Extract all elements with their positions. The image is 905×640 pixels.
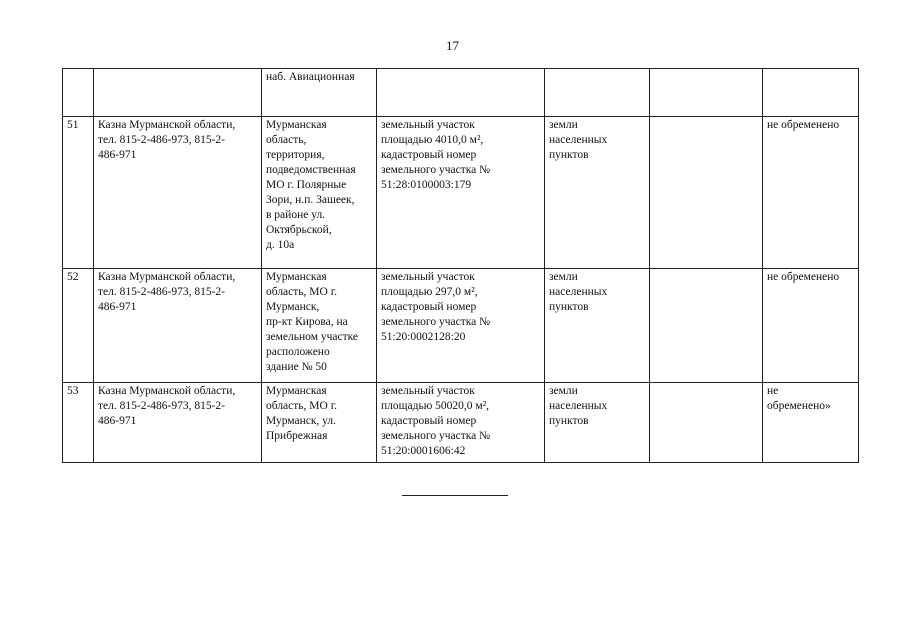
owner-line: Казна Мурманской области, [98, 385, 236, 397]
cell-encumbrance [763, 383, 859, 463]
encumbrance-line: обременено» [767, 400, 831, 412]
owner-line: Казна Мурманской области, [98, 271, 236, 283]
encumbrance-line: не обременено [767, 119, 840, 131]
owner-line: 486-971 [98, 415, 137, 427]
cell-description [377, 269, 545, 383]
address-line: пр-кт Кирова, на [266, 316, 348, 328]
cell-encumbrance [763, 117, 859, 269]
row-number: 52 [67, 271, 79, 283]
cell-address [262, 269, 377, 383]
cell-category [545, 69, 650, 117]
description-line: земельного участка № [381, 316, 491, 328]
category-line: пунктов [549, 415, 589, 427]
row-number: 53 [67, 385, 79, 397]
address-line: Мурманск, ул. [266, 415, 337, 427]
address-line: Октябрьской, [266, 224, 332, 236]
address-line: область, [266, 134, 307, 146]
cell-description [377, 69, 545, 117]
description-line: 51:20:0002128:20 [381, 331, 466, 343]
cell-encumbrance [763, 69, 859, 117]
description-line: площадью 50020,0 м², [381, 400, 490, 412]
cell-num [63, 69, 94, 117]
cell-owner [94, 69, 262, 117]
cell-address [262, 69, 377, 117]
cell-address [262, 383, 377, 463]
cell-owner [94, 117, 262, 269]
category-line: населенных [549, 286, 608, 298]
address-line: территория, [266, 149, 325, 161]
description-line: кадастровый номер [381, 415, 477, 427]
table-row-continuation [63, 69, 859, 117]
cell-description [377, 383, 545, 463]
cell-owner [94, 383, 262, 463]
cell-num [63, 269, 94, 383]
cell-extra [650, 69, 763, 117]
row-number: 51 [67, 119, 79, 131]
page-number: 17 [446, 38, 459, 53]
description-line: земельный участок [381, 385, 475, 397]
address-line: область, МО г. [266, 400, 337, 412]
address-line: здание № 50 [266, 361, 327, 373]
cell-encumbrance [763, 269, 859, 383]
category-line: земли [549, 385, 578, 397]
description-line: кадастровый номер [381, 149, 477, 161]
address-line: Мурманская [266, 119, 327, 131]
description-line: площадью 4010,0 м², [381, 134, 484, 146]
cell-owner [94, 269, 262, 383]
cell-description [377, 117, 545, 269]
cell-address [262, 117, 377, 269]
description-line: 51:20:0001606:42 [381, 445, 466, 457]
category-line: пунктов [549, 301, 589, 313]
owner-line: 486-971 [98, 301, 137, 313]
cell-extra [650, 117, 763, 269]
address-text: наб. Авиационная [266, 71, 355, 83]
owner-line: Казна Мурманской области, [98, 119, 236, 131]
owner-line: тел. 815-2-486-973, 815-2- [98, 286, 226, 298]
cell-extra [650, 269, 763, 383]
encumbrance-line: не обременено [767, 271, 840, 283]
owner-line: 486-971 [98, 149, 137, 161]
cell-category [545, 117, 650, 269]
table-row [63, 383, 859, 463]
address-line: МО г. Полярные [266, 179, 347, 191]
address-line: Прибрежная [266, 430, 328, 442]
cell-extra [650, 383, 763, 463]
encumbrance-line: не [767, 385, 779, 397]
address-line: в районе ул. [266, 209, 326, 221]
cell-num [63, 117, 94, 269]
closing-rule [402, 495, 508, 496]
cell-category [545, 383, 650, 463]
description-line: земельный участок [381, 271, 475, 283]
owner-line: тел. 815-2-486-973, 815-2- [98, 134, 226, 146]
description-line: кадастровый номер [381, 301, 477, 313]
description-line: земельный участок [381, 119, 475, 131]
category-line: пунктов [549, 149, 589, 161]
owner-line: тел. 815-2-486-973, 815-2- [98, 400, 226, 412]
address-line: Мурманская [266, 385, 327, 397]
category-line: земли [549, 271, 578, 283]
address-line: подведомственная [266, 164, 356, 176]
address-line: Мурманск, [266, 301, 320, 313]
description-line: 51:28:0100003:179 [381, 179, 472, 191]
category-line: земли [549, 119, 578, 131]
address-line: Зори, н.п. Зашеек, [266, 194, 355, 206]
table-row [63, 117, 859, 269]
cell-num [63, 383, 94, 463]
cell-category [545, 269, 650, 383]
address-line: область, МО г. [266, 286, 337, 298]
address-line: расположено [266, 346, 330, 358]
description-line: площадью 297,0 м², [381, 286, 478, 298]
category-line: населенных [549, 400, 608, 412]
description-line: земельного участка № [381, 430, 491, 442]
address-line: земельном участке [266, 331, 359, 343]
address-line: д. 10а [266, 239, 295, 251]
table-row [63, 269, 859, 383]
category-line: населенных [549, 134, 608, 146]
property-registry-table [62, 68, 859, 463]
address-line: Мурманская [266, 271, 327, 283]
description-line: земельного участка № [381, 164, 491, 176]
